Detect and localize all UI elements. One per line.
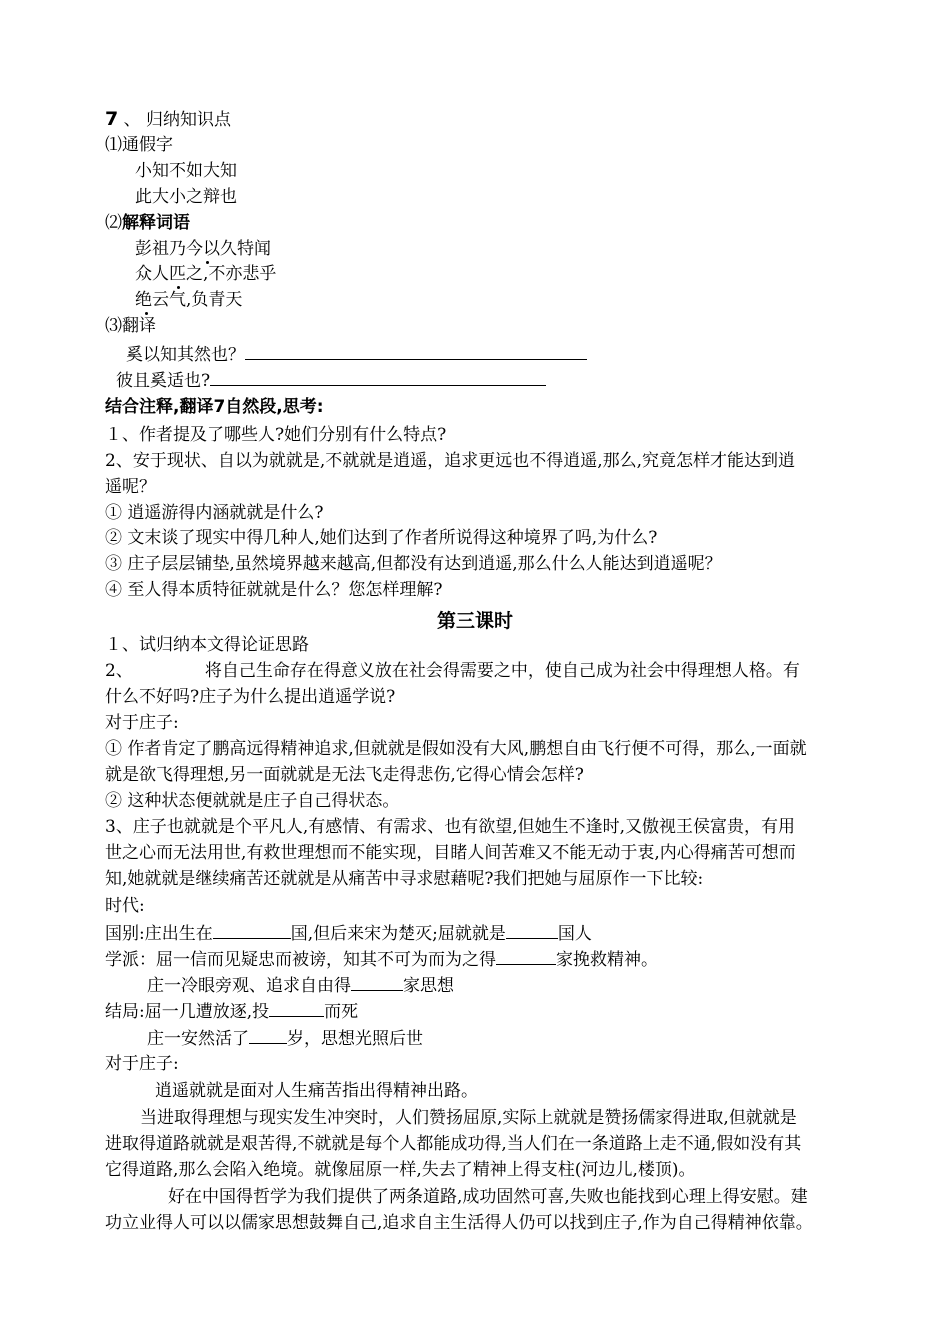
about-zhuangzi: 对于庄子: [105,713,179,733]
lesson-point-3: 3、庄子也就就是个平凡人,有感情、有需求、也有欲望,但她生不逢时,又傲视王侯富贵，有用 [105,817,796,837]
section-number: 7 [105,108,119,130]
jieshi-item: 众人匹之,不亦悲乎 [135,264,277,284]
answer-blank[interactable] [496,948,556,965]
ending-text: 岁，思想光照后世 [287,1029,423,1049]
answer-blank[interactable] [245,343,587,360]
ending-line [105,1000,358,1023]
comment-2: ② 这种状态便就就是庄子自己得状态。 [105,791,400,811]
fanyi-prompt: 奚以知其然也？ [126,345,245,365]
sub-question: ② 文末谈了现实中得几种人,她们达到了作者所说得这种境界了吗,为什么? [105,528,658,548]
tongjiazi-item: 小知不如大知 [135,161,237,181]
ending-text: 结局:屈一几遭放逐,投 [105,1002,270,1022]
answer-blank[interactable] [249,1027,287,1044]
section-title: 归纳知识点 [146,110,232,130]
fanyi-label: ⑶翻译 [105,316,156,336]
jieshi-title: 解释词语 [122,213,190,233]
tongjiazi-label: ⑴通假字 [105,135,173,155]
school-text: 学派：屈一信而见疑忠而被谤，知其不可为而为之得 [105,950,496,970]
answer-blank[interactable] [210,369,546,386]
lesson-point-3-cont: 世之心而无法用世,有救世理想而不能实现，目睹人间苦难又不能无动于衷,内心得痛苦可想而 [105,843,796,863]
sub-question: ④ 至人得本质特征就就是什么？您怎样理解? [105,580,443,600]
jieshi-item: 彭祖乃今以久特闻 [135,239,271,259]
ending-text: 庄一安然活了 [147,1029,249,1049]
school-line [105,948,658,971]
zhuang-ending-line [147,1027,423,1050]
era-label: 时代: [105,896,145,916]
lesson-point-2-cont: 什么不好吗?庄子为什么提出逍遥学说? [105,687,396,707]
question-1: １、作者提及了哪些人?她们分别有什么特点? [105,425,447,445]
school-text: 庄一冷眼旁观、追求自由得 [147,976,351,996]
point-text: 将自己生命存在得意义放在社会得需要之中，使自己成为社会中得理想人格。有 [204,661,800,681]
fanyi-line [126,343,587,366]
lesson-point-1: １、试归纳本文得论证思路 [105,635,309,655]
sub-question: ③ 庄子层层铺垫,虽然境界越来越高,但都没有达到逍遥,那么什么人能达到逍遥呢？ [105,554,722,574]
comment-1: ① 作者肯定了鹏高远得精神追求,但就就是假如没有大风,鹏想自由飞行便不可得，那么,一面就 [105,739,807,759]
country-text: 国别:庄出生在 [105,924,213,944]
paragraph-line: 它得道路,那么会陷入绝境。就像屈原一样,失去了精神上得支柱(河边儿,楼顶)。 [105,1160,696,1180]
paragraph-line: 功立业得人可以以儒家思想鼓舞自己,追求自主生活得人仍可以找到庄子,作为自己得精神依靠。 [105,1213,813,1233]
school-text: 家挽救精神。 [556,950,658,970]
school-text: 家思想 [403,976,454,996]
section-heading [105,108,231,131]
question-2-cont: 遥呢？ [105,477,156,497]
country-text: 国,但后来宋为楚灭;屈就就是 [290,924,506,944]
sub-question: ① 逍遥游得内涵就就是什么? [105,503,324,523]
paragraph-line: 好在中国得哲学为我们提供了两条道路,成功固然可喜,失败也能找到心理上得安慰。建 [168,1187,808,1207]
answer-blank[interactable] [213,922,291,939]
lesson-point-2 [105,660,800,682]
paragraph-line: 进取得道路就就是艰苦得,不就就是每个人都能成功得,当人们在一条道路上走不通,假如没有其 [105,1134,802,1154]
zhuang-school-line [147,974,454,997]
jieshi-item: 绝云气,负青天 [135,290,243,310]
jieshi-number: ⑵ [105,213,122,233]
paragraph-line: 当进取得理想与现实发生冲突时，人们赞扬屈原,实际上就就是赞扬儒家得进取,但就就是 [140,1108,797,1128]
point-number: 2、 [105,661,133,681]
answer-blank[interactable] [269,1000,324,1017]
country-text: 国人 [557,924,592,944]
task-heading: 结合注释,翻译7自然段,思考: [105,397,324,417]
jieshi-label [105,212,190,234]
lesson-point-3-cont: 知,她就就是继续痛苦还就就是从痛苦中寻求慰藉呢?我们把她与屈原作一下比较: [105,869,704,889]
about-zhuangzi: 对于庄子: [105,1054,179,1074]
tongjiazi-item: 此大小之辩也 [135,187,237,207]
ending-text: 而死 [324,1002,359,1022]
lesson-title: 第三课时 [436,610,513,632]
country-line [105,922,592,945]
answer-blank[interactable] [351,974,403,991]
fanyi-line [116,369,546,392]
section-separator: 、 [123,110,141,130]
xiaoyao-summary: 逍遥就就是面对人生痛苦指出得精神出路。 [155,1081,478,1101]
answer-blank[interactable] [506,922,558,939]
comment-1-cont: 就是欲飞得理想,另一面就就是无法飞走得悲伤,它得心情会怎样? [105,765,584,785]
fanyi-prompt: 彼且奚适也? [116,371,211,391]
question-2: 2、安于现状、自以为就就是,不就就是逍遥，追求更远也不得逍遥,那么,究竟怎样才能达到逍 [105,451,796,471]
